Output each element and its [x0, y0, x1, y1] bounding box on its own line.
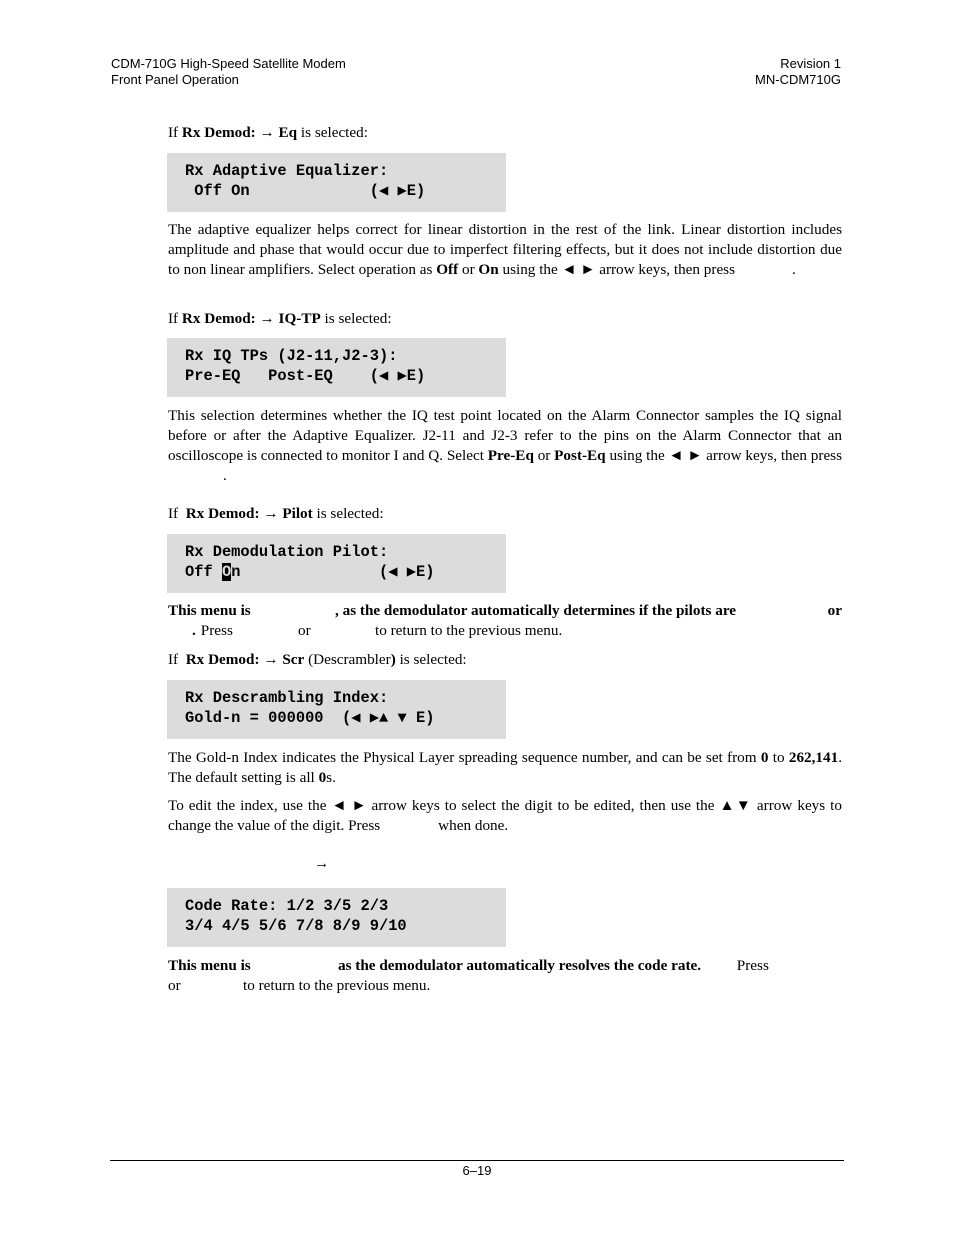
eq-heading: If Rx Demod: → Eq is selected: — [168, 124, 368, 141]
page-header-right — [755, 56, 841, 88]
iq-description: This selection determines whether the IQ test point located on the Alarm Connector samples the IQ signal before or after the Adaptive Equalizer. J2-11 and J2-3 refer to the pins on the Alarm Connector that an oscilloscope is connected to monitor I and Q. Select Pre-Eq or Post-Eq using the ◄ ► arrow keys, then press. — [168, 407, 843, 484]
arrow-icon: → — [259, 310, 275, 327]
pilot-heading: If Rx Demod: → Pilot is selected: — [168, 505, 384, 522]
lcd-line-2: 3/4 4/5 5/6 7/8 8/9 9/10 — [185, 916, 407, 935]
code-note: This menu is as the demodulator automatically resolves the code rate. Press or to return to the previous menu. — [168, 957, 769, 994]
arrow-icon: → — [263, 651, 279, 668]
footer-rule — [110, 1160, 844, 1161]
lcd-line-1: Code Rate: 1/2 3/5 2/3 — [185, 897, 389, 915]
lcd-cursor: O — [221, 562, 232, 581]
iq-heading: If Rx Demod: → IQ-TP is selected: — [168, 310, 392, 327]
lcd-descrambling-index — [167, 680, 506, 739]
lcd-code-rate — [167, 888, 506, 947]
arrow-icon: → — [314, 855, 330, 872]
lcd-line-1: Rx Descrambling Index: — [185, 689, 389, 707]
lcd-line-2: Off On (◀ ▶E) — [185, 181, 426, 200]
lcd-line-1: Rx IQ TPs (J2-11,J2-3): — [185, 347, 398, 365]
revision-label: Revision 1 — [780, 56, 841, 71]
document-title: CDM-710G High-Speed Satellite Modem — [111, 56, 346, 71]
lcd-line-2: Pre-EQ Post-EQ (◀ ▶E) — [185, 366, 426, 385]
scr-edit-instructions: To edit the index, use the ◄ ► arrow keys to select the digit to be edited, then use the ▲▼ arrow keys to change the value of the digit. Press when done. — [168, 797, 842, 834]
lcd-line-2: Off On (◀ ▶E) — [185, 562, 435, 581]
page-number: 6–19 — [462, 1163, 492, 1178]
lcd-line-1: Rx Adaptive Equalizer: — [185, 162, 389, 180]
lcd-line-1: Rx Demodulation Pilot: — [185, 543, 389, 561]
lcd-demodulation-pilot — [167, 534, 506, 593]
page-header-left — [111, 56, 346, 88]
lcd-iq-test-points — [167, 338, 506, 397]
eq-description: The adaptive equalizer helps correct for linear distortion in the rest of the link. Linear distortion includes amplitude and phase that would occur due to imperfect filtering effects, but it does not include distortion due to non linear amplifiers. Select operation as Off or On using the ◄ ► arrow keys, then press . — [168, 221, 842, 278]
arrow-icon: → — [259, 124, 275, 141]
code-heading — [314, 854, 329, 874]
lcd-line-2: Gold-n = 000000 (◀ ▶▲ ▼ E) — [185, 708, 435, 727]
manual-number: MN-CDM710G — [755, 72, 841, 87]
scr-description: The Gold-n Index indicates the Physical Layer spreading sequence number, and can be set from 0 to 262,141. The default setting is all 0s. — [168, 749, 842, 786]
lcd-adaptive-equalizer — [167, 153, 506, 212]
arrow-icon: → — [263, 505, 279, 522]
chapter-title: Front Panel Operation — [111, 72, 239, 87]
pilot-note: This menu is , as the demodulator automatically determines if the pilots are or . Press or to return to the previous menu. — [168, 602, 842, 639]
scr-heading: If Rx Demod: → Scr (Descrambler) is selected: — [168, 651, 467, 668]
